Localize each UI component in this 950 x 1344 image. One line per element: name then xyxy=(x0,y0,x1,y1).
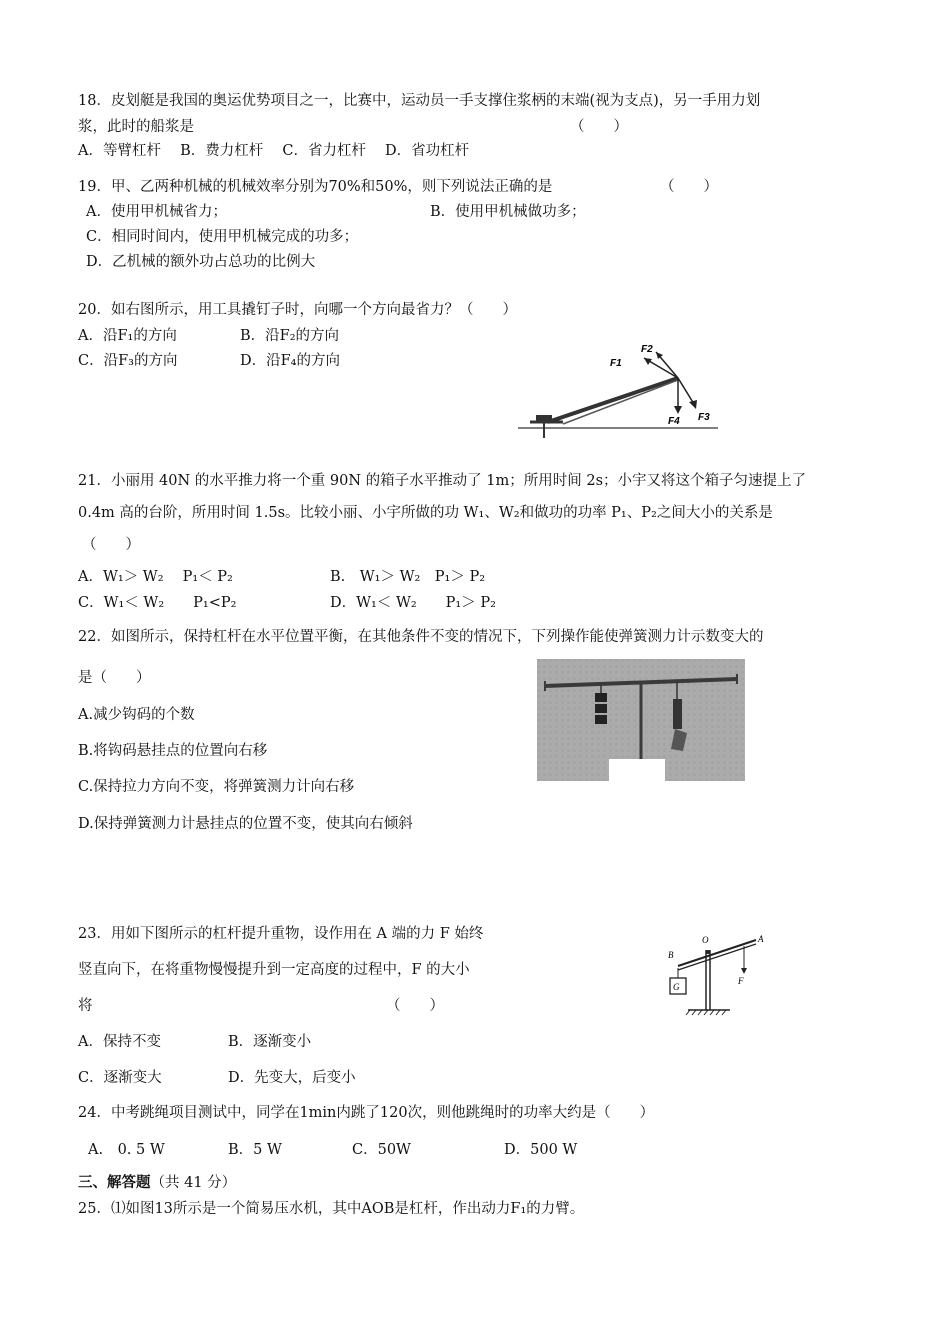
q22-line1: 22．如图所示，保持杠杆在水平位置平衡，在其他条件不变的情况下，下列操作能使弹簧测力计示数变大的 xyxy=(78,629,764,645)
q19-option-b: B．使用甲机械做功多； xyxy=(430,204,586,220)
q23-option-c: C．逐渐变大 xyxy=(78,1070,162,1086)
q24-option-d: D．500 W xyxy=(504,1142,578,1158)
q23-option-b: B．逐渐变小 xyxy=(228,1034,312,1050)
q24-option-a: A. 0. 5 W xyxy=(88,1142,165,1158)
q22-line2: 是（ ） xyxy=(78,670,151,686)
q18-line2: 浆，此时的船浆是 xyxy=(78,119,194,135)
lever-photo-figure xyxy=(537,659,745,781)
q20-option-a: A．沿F₁的方向 xyxy=(78,328,177,344)
q21-option-c: C．W₁＜ W₂ P₁<P₂ xyxy=(78,595,237,611)
q23-line3: 将 xyxy=(78,998,93,1014)
q25-line1: 25．⑴如图13所示是一个简易压水机，其中AOB是杠杆，作出动力F₁的力臂。 xyxy=(78,1201,585,1217)
q21-option-b: B. W₁＞ W₂ P₁＞ P₂ xyxy=(330,569,486,585)
crowbar-label-f2: F2 xyxy=(641,344,653,355)
q20-option-d: D．沿F₄的方向 xyxy=(240,353,340,369)
q24-option-b: B．5 W xyxy=(228,1142,282,1158)
crowbar-label-f1: F1 xyxy=(610,358,622,369)
q21-option-d: D．W₁＜ W₂ P₁＞ P₂ xyxy=(330,595,496,611)
q21-line2: 0.4m 高的台阶，所用时间 1.5s。比较小丽、小宇所做的功 W₁、W₂和做功的功率 P₁、P₂之间大小的关系是 xyxy=(78,505,773,521)
pulley-lever-figure xyxy=(660,928,770,1018)
lever-label-g: G xyxy=(673,982,680,992)
q18-bracket: （ ） xyxy=(570,119,628,135)
lever-label-b: B xyxy=(668,950,674,960)
q24-option-c: C．50W xyxy=(352,1142,411,1158)
crowbar-figure xyxy=(518,340,718,440)
lever-label-a: A xyxy=(758,934,764,944)
q22-option-a: A.减少钩码的个数 xyxy=(78,707,195,723)
q19-option-a: A．使用甲机械省力； xyxy=(86,204,227,220)
q22-option-b: B.将钩码悬挂点的位置向右移 xyxy=(78,743,268,759)
q21-bracket: （ ） xyxy=(82,537,140,553)
q18-line1: 18．皮划艇是我国的奥运优势项目之一，比赛中，运动员一手支撑住浆柄的末端(视为支点)，另一手用力划 xyxy=(78,93,761,109)
q23-line1: 23．用如下图所示的杠杆提升重物，设作用在 A 端的力 F 始终 xyxy=(78,926,484,942)
q23-line2: 竖直向下，在将重物慢慢提升到一定高度的过程中，F 的大小 xyxy=(78,962,470,978)
q21-option-a: A．W₁＞ W₂ P₁＜ P₂ xyxy=(78,569,233,585)
section-title: 三、解答题 xyxy=(78,1174,151,1191)
q23-option-a: A．保持不变 xyxy=(78,1034,161,1050)
q20-option-c: C．沿F₃的方向 xyxy=(78,353,178,369)
crowbar-label-f4: F4 xyxy=(668,416,680,427)
lever-label-f: F xyxy=(738,976,744,986)
q24-stem: 24．中考跳绳项目测试中，同学在1min内跳了120次，则他跳绳时的功率大约是（ ） xyxy=(78,1105,655,1121)
q19-option-c: C．相同时间内，使用甲机械完成的功多； xyxy=(86,229,359,245)
q19-option-d: D．乙机械的额外功占总功的比例大 xyxy=(86,254,316,270)
q19-stem: 19．甲、乙两种机械的机械效率分别为70%和50%，则下列说法正确的是 xyxy=(78,179,553,195)
lever-label-o: O xyxy=(702,935,709,945)
q19-bracket: （ ） xyxy=(660,179,718,195)
section-heading xyxy=(78,1174,236,1192)
q22-option-d: D.保持弹簧测力计悬挂点的位置不变，使其向右倾斜 xyxy=(78,816,413,832)
section-score: （共 41 分） xyxy=(150,1175,237,1191)
q23-option-d: D．先变大，后变小 xyxy=(228,1070,356,1086)
q20-option-b: B．沿F₂的方向 xyxy=(240,328,340,344)
crowbar-label-f3: F3 xyxy=(698,412,710,423)
q21-line1: 21．小丽用 40N 的水平推力将一个重 90N 的箱子水平推动了 1m；所用时间 2s；小宇又将这个箱子匀速提上了 xyxy=(78,473,807,489)
q18-options: A．等臂杠杆 B．费力杠杆 C．省力杠杆 D．省功杠杆 xyxy=(78,143,470,159)
q22-option-c: C.保持拉力方向不变，将弹簧测力计向右移 xyxy=(78,779,355,795)
q20-stem: 20．如右图所示，用工具撬钉子时，向哪一个方向最省力？（ ） xyxy=(78,302,517,318)
q23-bracket: （ ） xyxy=(386,998,444,1014)
